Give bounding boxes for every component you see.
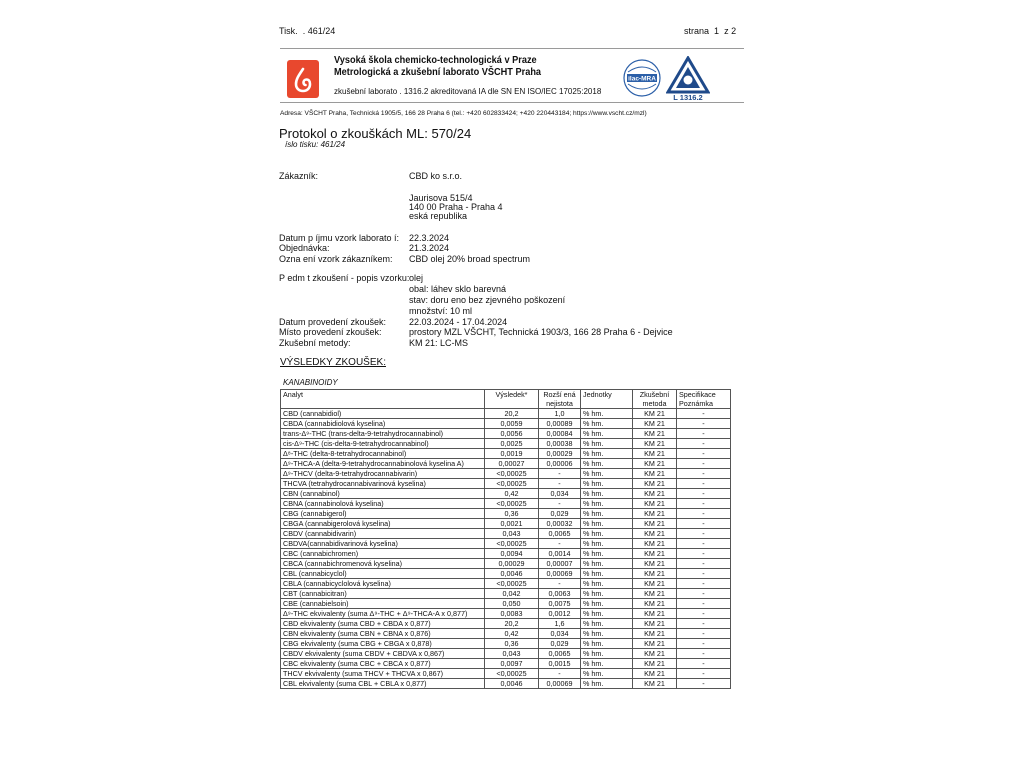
cell-method: KM 21 bbox=[633, 609, 677, 619]
cell-analyte: CBN ekvivalenty (suma CBN + CBNA x 0,876) bbox=[281, 629, 485, 639]
table-row bbox=[281, 529, 731, 539]
cell-analyte: CBNA (cannabinolová kyselina) bbox=[281, 499, 485, 509]
cell-uncertainty: 1,0 bbox=[539, 409, 581, 419]
cell-uncertainty: 0,0075 bbox=[539, 599, 581, 609]
cell-note: - bbox=[677, 629, 731, 639]
cell-unit: % hm. bbox=[581, 559, 633, 569]
cell-note: - bbox=[677, 569, 731, 579]
print-number-label: íslo tisku: 461/24 bbox=[285, 140, 346, 149]
cell-result: 0,050 bbox=[485, 599, 539, 609]
cell-method: KM 21 bbox=[633, 489, 677, 499]
cell-analyte: THCV ekvivalenty (suma THCV + THCVA x 0,867) bbox=[281, 669, 485, 679]
cell-method: KM 21 bbox=[633, 579, 677, 589]
subject-line-2: obal: láhev sklo barevná bbox=[409, 284, 507, 294]
cell-unit: % hm. bbox=[581, 549, 633, 559]
cell-method: KM 21 bbox=[633, 459, 677, 469]
cell-method: KM 21 bbox=[633, 639, 677, 649]
cell-result: 0,42 bbox=[485, 489, 539, 499]
cell-uncertainty: 0,034 bbox=[539, 629, 581, 639]
svg-text:ilac-MRA: ilac-MRA bbox=[628, 75, 656, 83]
table-row bbox=[281, 549, 731, 559]
cell-result: 0,00029 bbox=[485, 559, 539, 569]
test-place-value: prostory MZL VŠCHT, Technická 1903/3, 166 28 Praha 6 - Dejvice bbox=[409, 327, 673, 337]
cell-uncertainty: 0,0012 bbox=[539, 609, 581, 619]
table-row bbox=[281, 509, 731, 519]
cell-analyte: CBT (cannabicitran) bbox=[281, 589, 485, 599]
table-row bbox=[281, 589, 731, 599]
results-body bbox=[281, 409, 731, 689]
cell-uncertainty: 1,6 bbox=[539, 619, 581, 629]
cell-unit: % hm. bbox=[581, 609, 633, 619]
cell-analyte: CBL ekvivalenty (suma CBL + CBLA x 0,877) bbox=[281, 679, 485, 689]
col-uncertainty: Rozší ená nejistota bbox=[539, 390, 581, 409]
cell-analyte: CBE (cannabielsoin) bbox=[281, 599, 485, 609]
cell-method: KM 21 bbox=[633, 409, 677, 419]
cell-result: 0,043 bbox=[485, 649, 539, 659]
cell-note: - bbox=[677, 669, 731, 679]
cell-note: - bbox=[677, 519, 731, 529]
cell-method: KM 21 bbox=[633, 559, 677, 569]
laboratory-name: Metrologická a zkušební laborato VŠCHT Praha bbox=[334, 67, 542, 78]
results-table bbox=[280, 389, 731, 689]
cell-unit: % hm. bbox=[581, 429, 633, 439]
table-row bbox=[281, 569, 731, 579]
cell-method: KM 21 bbox=[633, 529, 677, 539]
cell-unit: % hm. bbox=[581, 589, 633, 599]
cell-analyte: CBL (cannabicyclol) bbox=[281, 569, 485, 579]
cell-analyte: CBGA (cannabigerolová kyselina) bbox=[281, 519, 485, 529]
cell-result: <0,00025 bbox=[485, 669, 539, 679]
cell-method: KM 21 bbox=[633, 619, 677, 629]
cell-note: - bbox=[677, 499, 731, 509]
cell-method: KM 21 bbox=[633, 499, 677, 509]
cell-unit: % hm. bbox=[581, 419, 633, 429]
cell-analyte: Δ⁹-THCA-A (delta-9-tetrahydrocannabinolová kyselina A) bbox=[281, 459, 485, 469]
cell-method: KM 21 bbox=[633, 679, 677, 689]
cell-note: - bbox=[677, 639, 731, 649]
subject-label: P edm t zkoušení - popis vzorku: bbox=[279, 273, 410, 283]
cell-unit: % hm. bbox=[581, 529, 633, 539]
cell-uncertainty: 0,0063 bbox=[539, 589, 581, 599]
accreditation-text: zkušební laborato . 1316.2 akreditovaná IA dle SN EN ISO/IEC 17025:2018 bbox=[334, 87, 602, 96]
cell-method: KM 21 bbox=[633, 539, 677, 549]
cell-uncertainty: - bbox=[539, 579, 581, 589]
cell-result: 0,0046 bbox=[485, 679, 539, 689]
cell-result: 0,00027 bbox=[485, 459, 539, 469]
cell-result: 0,0046 bbox=[485, 569, 539, 579]
cell-note: - bbox=[677, 579, 731, 589]
cell-note: - bbox=[677, 419, 731, 429]
svg-text:L 1316.2: L 1316.2 bbox=[673, 93, 703, 102]
cell-result: 0,0021 bbox=[485, 519, 539, 529]
results-section-title: KANABINOIDY bbox=[283, 378, 338, 387]
cell-uncertainty: 0,00006 bbox=[539, 459, 581, 469]
table-row bbox=[281, 519, 731, 529]
print-number: Tisk. . 461/24 bbox=[279, 26, 336, 36]
cell-analyte: CBG ekvivalenty (suma CBG + CBGA x 0,878) bbox=[281, 639, 485, 649]
cell-analyte: CBDV ekvivalenty (suma CBDV + CBDVA x 0,867) bbox=[281, 649, 485, 659]
test-dates-label: Datum provedení zkoušek: bbox=[279, 317, 387, 327]
customer-address-street: Jaurisova 515/4 bbox=[409, 193, 473, 203]
cell-unit: % hm. bbox=[581, 659, 633, 669]
cell-analyte: CBN (cannabinol) bbox=[281, 489, 485, 499]
cell-note: - bbox=[677, 589, 731, 599]
table-row bbox=[281, 669, 731, 679]
cell-analyte: CBCA (cannabichromenová kyselina) bbox=[281, 559, 485, 569]
col-method: Zkušební metoda bbox=[633, 390, 677, 409]
institution-divider bbox=[280, 102, 744, 103]
cell-result: 20,2 bbox=[485, 409, 539, 419]
cell-uncertainty: 0,00069 bbox=[539, 679, 581, 689]
lab-address: Adresa: VŠCHT Praha, Technická 1905/5, 166 28 Praha 6 (tel.: +420 602833424; +420 220443184; https://www.vscht.cz/mzl) bbox=[280, 110, 647, 117]
cell-note: - bbox=[677, 469, 731, 479]
cell-uncertainty: 0,0065 bbox=[539, 649, 581, 659]
cell-unit: % hm. bbox=[581, 569, 633, 579]
cai-accreditation-logo bbox=[666, 56, 710, 102]
cell-uncertainty: 0,00038 bbox=[539, 439, 581, 449]
cell-unit: % hm. bbox=[581, 649, 633, 659]
cell-method: KM 21 bbox=[633, 449, 677, 459]
vscht-logo bbox=[287, 60, 319, 98]
cell-unit: % hm. bbox=[581, 479, 633, 489]
cell-unit: % hm. bbox=[581, 539, 633, 549]
table-row bbox=[281, 539, 731, 549]
cell-analyte: Δ⁸-THC (delta-8-tetrahydrocannabinol) bbox=[281, 449, 485, 459]
cell-note: - bbox=[677, 439, 731, 449]
cell-result: 0,0094 bbox=[485, 549, 539, 559]
cell-method: KM 21 bbox=[633, 599, 677, 609]
cell-result: <0,00025 bbox=[485, 499, 539, 509]
cell-analyte: trans-Δ⁹-THC (trans-delta-9-tetrahydrocannabinol) bbox=[281, 429, 485, 439]
cell-note: - bbox=[677, 599, 731, 609]
cell-unit: % hm. bbox=[581, 519, 633, 529]
cell-uncertainty: 0,00089 bbox=[539, 419, 581, 429]
cell-note: - bbox=[677, 649, 731, 659]
cell-uncertainty: - bbox=[539, 539, 581, 549]
results-heading: VÝSLEDKY ZKOUŠEK: bbox=[280, 357, 386, 368]
cell-method: KM 21 bbox=[633, 589, 677, 599]
cell-method: KM 21 bbox=[633, 649, 677, 659]
cell-unit: % hm. bbox=[581, 439, 633, 449]
cell-unit: % hm. bbox=[581, 409, 633, 419]
cell-result: 0,0097 bbox=[485, 659, 539, 669]
table-row bbox=[281, 459, 731, 469]
cell-note: - bbox=[677, 529, 731, 539]
subject-line-4: množství: 10 ml bbox=[409, 306, 473, 316]
cell-note: - bbox=[677, 559, 731, 569]
cell-analyte: CBD (cannabidiol) bbox=[281, 409, 485, 419]
protocol-title: Protokol o zkouškách ML: 570/24 bbox=[279, 126, 472, 141]
cell-uncertainty: - bbox=[539, 669, 581, 679]
customer-name: CBD ko s.r.o. bbox=[409, 171, 463, 181]
col-analyte: Analyt bbox=[281, 390, 485, 409]
cell-result: 0,043 bbox=[485, 529, 539, 539]
cell-uncertainty: 0,034 bbox=[539, 489, 581, 499]
cell-uncertainty: 0,029 bbox=[539, 509, 581, 519]
cell-note: - bbox=[677, 429, 731, 439]
cell-analyte: Δ⁹-THCV (delta-9-tetrahydrocannabivarin) bbox=[281, 469, 485, 479]
institution-name: Vysoká škola chemicko-technologická v Praze bbox=[334, 55, 537, 66]
cell-analyte: CBC (cannabichromen) bbox=[281, 549, 485, 559]
test-dates-value: 22.03.2024 - 17.04.2024 bbox=[409, 317, 508, 327]
cell-method: KM 21 bbox=[633, 569, 677, 579]
col-specification: Specifikace Poznámka bbox=[677, 390, 731, 409]
col-result: Výsledek* bbox=[485, 390, 539, 409]
cell-method: KM 21 bbox=[633, 469, 677, 479]
cell-unit: % hm. bbox=[581, 499, 633, 509]
cell-note: - bbox=[677, 539, 731, 549]
cell-analyte: CBC ekvivalenty (suma CBC + CBCA x 0,877) bbox=[281, 659, 485, 669]
cell-unit: % hm. bbox=[581, 579, 633, 589]
cell-unit: % hm. bbox=[581, 619, 633, 629]
cell-unit: % hm. bbox=[581, 509, 633, 519]
cell-uncertainty: 0,00007 bbox=[539, 559, 581, 569]
cell-note: - bbox=[677, 479, 731, 489]
table-row bbox=[281, 479, 731, 489]
table-row bbox=[281, 579, 731, 589]
customer-address-country: eská republika bbox=[409, 211, 468, 221]
cell-unit: % hm. bbox=[581, 669, 633, 679]
cell-analyte: CBDA (cannabidiolová kyselina) bbox=[281, 419, 485, 429]
test-methods-label: Zkušební metody: bbox=[279, 338, 351, 348]
cell-uncertainty: 0,0014 bbox=[539, 549, 581, 559]
cell-analyte: THCVA (tetrahydrocannabivarinová kyselina) bbox=[281, 479, 485, 489]
table-row bbox=[281, 419, 731, 429]
table-row bbox=[281, 649, 731, 659]
cell-method: KM 21 bbox=[633, 629, 677, 639]
cell-method: KM 21 bbox=[633, 439, 677, 449]
cell-analyte: CBG (cannabigerol) bbox=[281, 509, 485, 519]
cell-unit: % hm. bbox=[581, 459, 633, 469]
table-row bbox=[281, 639, 731, 649]
test-methods-value: KM 21: LC-MS bbox=[409, 338, 469, 348]
order-label: Objednávka: bbox=[279, 243, 330, 253]
table-row bbox=[281, 489, 731, 499]
cell-unit: % hm. bbox=[581, 469, 633, 479]
cell-uncertainty: 0,00029 bbox=[539, 449, 581, 459]
cell-result: 0,42 bbox=[485, 629, 539, 639]
customer-label: Zákazník: bbox=[279, 171, 319, 181]
cell-result: <0,00025 bbox=[485, 469, 539, 479]
table-row bbox=[281, 429, 731, 439]
cell-unit: % hm. bbox=[581, 449, 633, 459]
cell-uncertainty: 0,029 bbox=[539, 639, 581, 649]
cell-note: - bbox=[677, 619, 731, 629]
cell-analyte: CBDVA(cannabidivarinová kyselina) bbox=[281, 539, 485, 549]
cell-method: KM 21 bbox=[633, 659, 677, 669]
subject-line-1: olej bbox=[409, 273, 424, 283]
table-row bbox=[281, 659, 731, 669]
cell-uncertainty: 0,0065 bbox=[539, 529, 581, 539]
table-row bbox=[281, 499, 731, 509]
cell-note: - bbox=[677, 679, 731, 689]
cell-result: 0,36 bbox=[485, 639, 539, 649]
received-label: Datum p íjmu vzork laborato í: bbox=[279, 233, 400, 243]
cell-uncertainty: - bbox=[539, 499, 581, 509]
table-row bbox=[281, 469, 731, 479]
received-value: 22.3.2024 bbox=[409, 233, 450, 243]
table-row bbox=[281, 629, 731, 639]
cell-method: KM 21 bbox=[633, 669, 677, 679]
cell-uncertainty: 0,00084 bbox=[539, 429, 581, 439]
cell-unit: % hm. bbox=[581, 679, 633, 689]
cell-unit: % hm. bbox=[581, 639, 633, 649]
cell-method: KM 21 bbox=[633, 519, 677, 529]
cell-unit: % hm. bbox=[581, 489, 633, 499]
cell-result: 0,36 bbox=[485, 509, 539, 519]
cell-result: <0,00025 bbox=[485, 539, 539, 549]
cell-note: - bbox=[677, 659, 731, 669]
header-divider bbox=[280, 48, 744, 49]
cell-note: - bbox=[677, 489, 731, 499]
cell-uncertainty: 0,00069 bbox=[539, 569, 581, 579]
cell-method: KM 21 bbox=[633, 509, 677, 519]
cell-note: - bbox=[677, 549, 731, 559]
cell-result: 0,042 bbox=[485, 589, 539, 599]
table-row bbox=[281, 599, 731, 609]
cell-analyte: CBD ekvivalenty (suma CBD + CBDA x 0,877) bbox=[281, 619, 485, 629]
cell-result: <0,00025 bbox=[485, 479, 539, 489]
cell-result: <0,00025 bbox=[485, 579, 539, 589]
cell-result: 0,0056 bbox=[485, 429, 539, 439]
results-header-row bbox=[281, 390, 731, 409]
test-place-label: Místo provedení zkoušek: bbox=[279, 327, 382, 337]
table-row bbox=[281, 449, 731, 459]
cell-method: KM 21 bbox=[633, 429, 677, 439]
cell-result: 20,2 bbox=[485, 619, 539, 629]
page-indicator: strana 1 z 2 bbox=[684, 26, 737, 36]
cell-uncertainty: - bbox=[539, 469, 581, 479]
cell-note: - bbox=[677, 409, 731, 419]
cell-result: 0,0083 bbox=[485, 609, 539, 619]
cell-analyte: Δ⁹-THC ekvivalenty (suma Δ⁹-THC + Δ⁹-THCA-A x 0,877) bbox=[281, 609, 485, 619]
cell-analyte: cis-Δ⁹-THC (cis-delta-9-tetrahydrocannabinol) bbox=[281, 439, 485, 449]
cell-uncertainty: 0,0015 bbox=[539, 659, 581, 669]
cell-method: KM 21 bbox=[633, 549, 677, 559]
marking-value: CBD olej 20% broad spectrum bbox=[409, 254, 531, 264]
ilac-mra-logo bbox=[622, 58, 662, 98]
cell-result: 0,0019 bbox=[485, 449, 539, 459]
cell-unit: % hm. bbox=[581, 629, 633, 639]
cell-analyte: CBDV (cannabidivarin) bbox=[281, 529, 485, 539]
marking-label: Ozna ení vzork zákazníkem: bbox=[279, 254, 393, 264]
table-row bbox=[281, 679, 731, 689]
cell-note: - bbox=[677, 449, 731, 459]
table-row bbox=[281, 409, 731, 419]
cell-note: - bbox=[677, 609, 731, 619]
table-row bbox=[281, 619, 731, 629]
cell-unit: % hm. bbox=[581, 599, 633, 609]
cell-uncertainty: 0,00032 bbox=[539, 519, 581, 529]
customer-address-city: 140 00 Praha - Praha 4 bbox=[409, 202, 503, 212]
cell-result: 0,0025 bbox=[485, 439, 539, 449]
order-value: 21.3.2024 bbox=[409, 243, 450, 253]
cell-result: 0,0059 bbox=[485, 419, 539, 429]
cell-note: - bbox=[677, 459, 731, 469]
cell-analyte: CBLA (cannabicyclolová kyselina) bbox=[281, 579, 485, 589]
cell-method: KM 21 bbox=[633, 419, 677, 429]
cell-note: - bbox=[677, 509, 731, 519]
table-row bbox=[281, 439, 731, 449]
col-unit: Jednotky bbox=[581, 390, 633, 409]
cell-method: KM 21 bbox=[633, 479, 677, 489]
table-row bbox=[281, 609, 731, 619]
cell-uncertainty: - bbox=[539, 479, 581, 489]
subject-line-3: stav: doru eno bez zjevného poškození bbox=[409, 295, 566, 305]
table-row bbox=[281, 559, 731, 569]
